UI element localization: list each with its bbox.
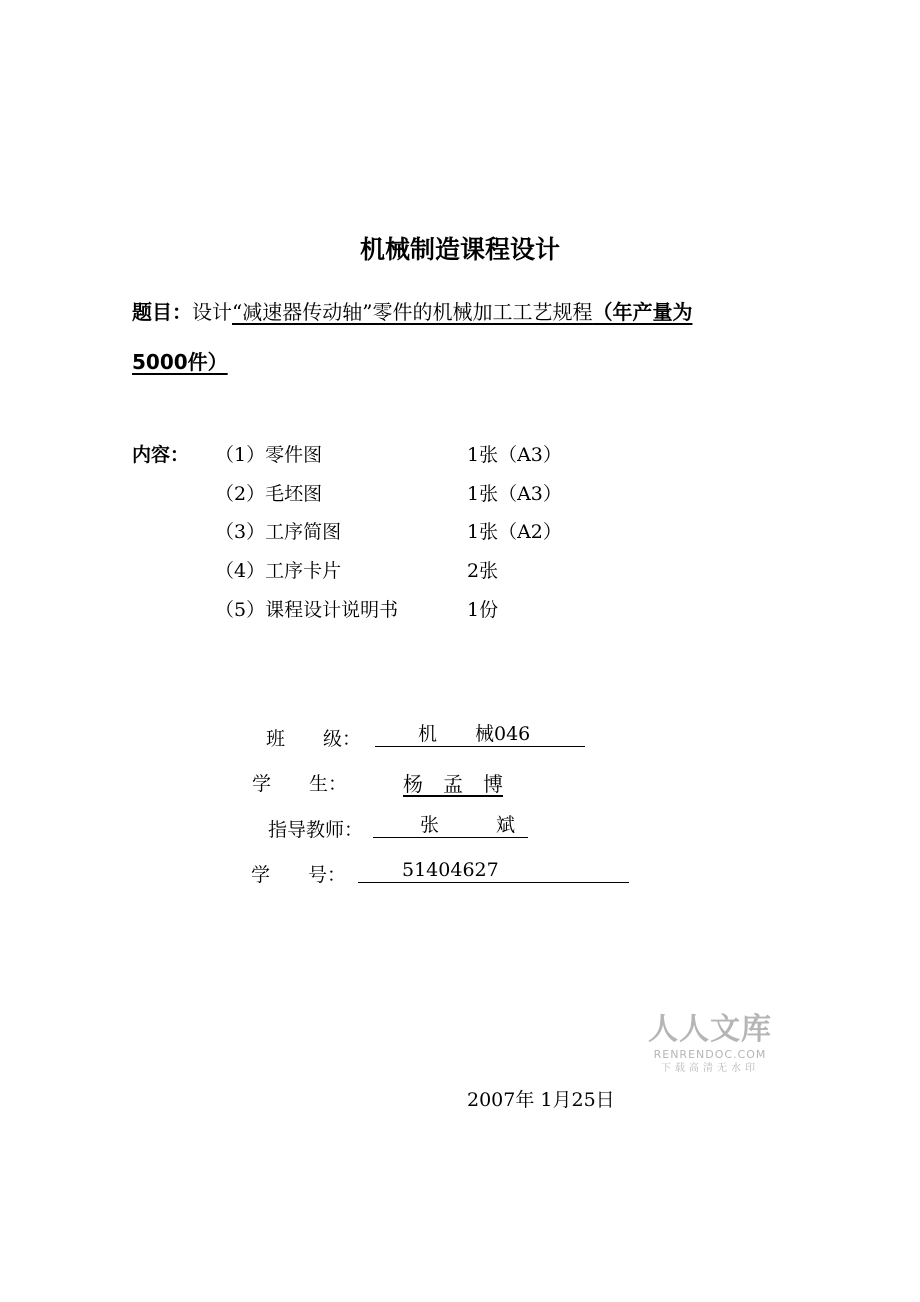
contents-label: 内容： — [132, 444, 190, 466]
subject-line — [132, 296, 692, 325]
subject-output-label: （年产量为 — [592, 300, 693, 324]
document-title: 机械制造课程设计 — [359, 235, 560, 264]
content-item — [215, 556, 498, 583]
watermark-url: RENRENDOC.COM — [653, 1048, 767, 1061]
content-item-name: （2）毛坯图 — [215, 483, 323, 505]
class-value-line — [375, 722, 585, 747]
content-item-name: （3）工序简图 — [215, 521, 342, 543]
class-label: 班 级： — [266, 728, 362, 750]
student-label: 学 生： — [252, 773, 348, 795]
student-value: 杨 孟 博 — [403, 772, 503, 796]
subject-label: 题目： — [132, 300, 192, 324]
subject-prefix: 设计 — [192, 300, 232, 324]
content-item-qty: 1张（A3） — [467, 444, 562, 466]
content-item — [215, 517, 562, 544]
watermark-slogan: 下载高清无水印 — [661, 1063, 759, 1074]
student-id-label: 学 号： — [251, 864, 347, 886]
subject-line-2: 5000件） — [132, 350, 228, 374]
student-id-value-line — [358, 858, 629, 883]
content-item-qty: 2张 — [467, 560, 499, 582]
advisor-value-line — [373, 813, 528, 838]
subject-title: “减速器传动轴”零件的机械加工工艺规程 — [232, 300, 593, 324]
content-item-qty: 1张（A3） — [467, 483, 562, 505]
content-item-name: （1）零件图 — [215, 444, 323, 466]
content-item — [215, 479, 562, 506]
watermark-logo — [646, 1012, 774, 1076]
advisor-value: 张 斌 — [420, 814, 516, 836]
content-item-qty: 1张（A2） — [467, 521, 562, 543]
watermark-name: 人人文库 — [648, 1012, 772, 1047]
content-item — [215, 440, 562, 467]
content-item-name: （4）工序卡片 — [215, 560, 342, 582]
advisor-label: 指导教师： — [268, 819, 364, 841]
class-value: 机 械046 — [418, 723, 531, 745]
document-date: 2007年 1月25日 — [467, 1089, 615, 1111]
content-item — [215, 595, 498, 622]
content-item-qty: 1份 — [467, 599, 499, 621]
student-id-value: 51404627 — [402, 859, 499, 881]
content-item-name: （5）课程设计说明书 — [215, 599, 399, 621]
